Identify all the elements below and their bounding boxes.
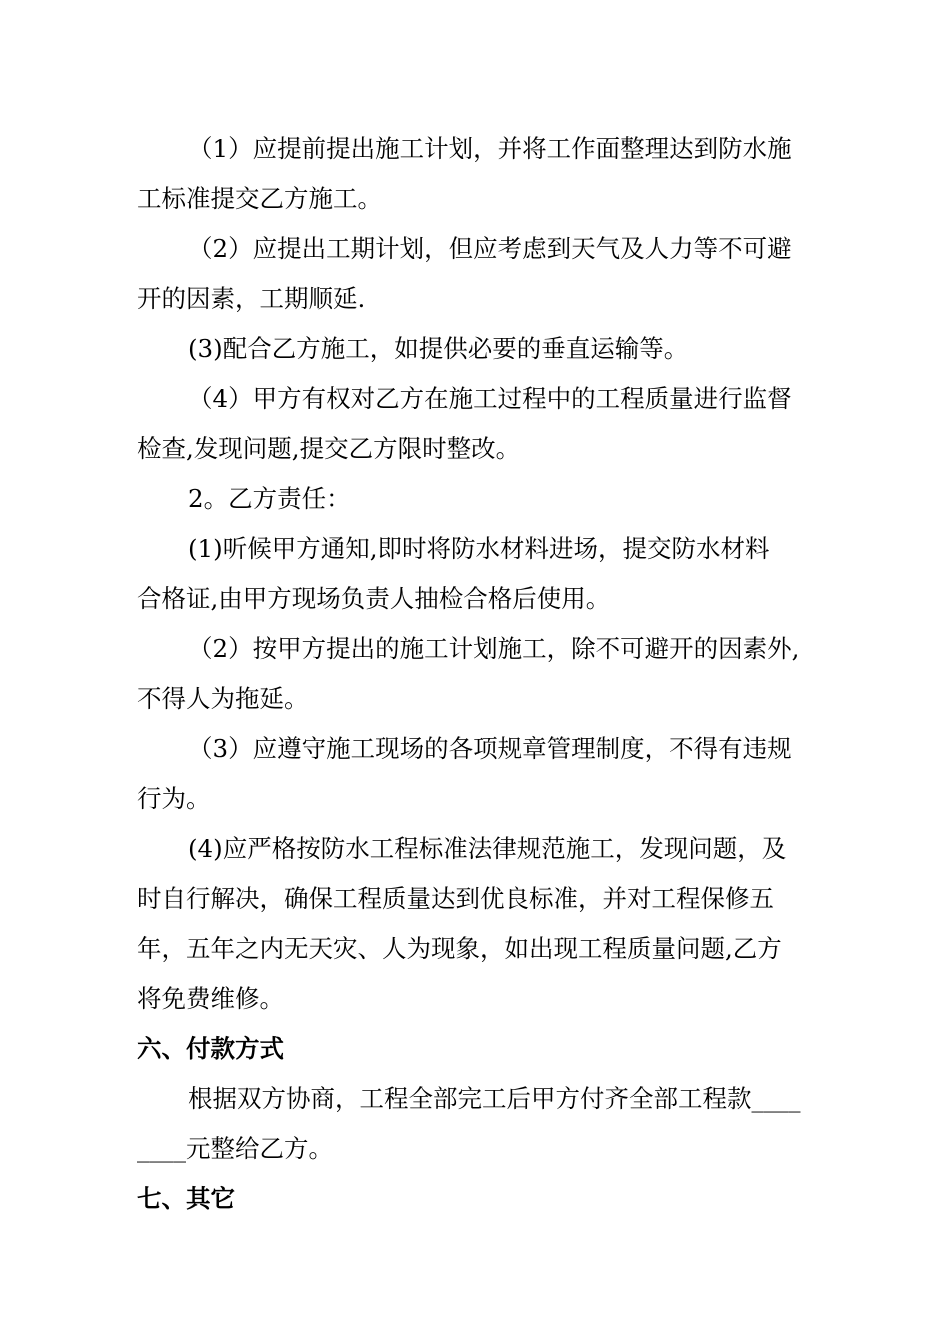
paragraph-line: 开的因素，工期顺延. bbox=[137, 284, 366, 313]
paragraph-line: 检查,发现问题,提交乙方限时整改。 bbox=[137, 434, 521, 463]
paragraph-line: （1）应提前提出施工计划，并将工作面整理达到防水施 bbox=[188, 134, 792, 163]
paragraph-line: （3）应遵守施工现场的各项规章管理制度，不得有违规 bbox=[188, 734, 792, 763]
paragraph-line: 工标准提交乙方施工。 bbox=[137, 184, 382, 213]
paragraph-line: (3)配合乙方施工，如提供必要的垂直运输等。 bbox=[188, 334, 689, 363]
paragraph-line: （2）按甲方提出的施工计划施工，除不可避开的因素外, bbox=[188, 634, 800, 663]
paragraph-line: 合格证,由甲方现场负责人抽检合格后使用。 bbox=[137, 584, 611, 613]
paragraph-line: 根据双方协商，工程全部完工后甲方付齐全部工程款____ bbox=[188, 1084, 801, 1113]
paragraph-line: （2）应提出工期计划，但应考虑到天气及人力等不可避 bbox=[188, 234, 792, 263]
paragraph-line: ____元整给乙方。 bbox=[137, 1134, 333, 1163]
paragraph-line: (4)应严格按防水工程标准法律规范施工，发现问题，及 bbox=[188, 834, 787, 863]
section-heading: 七、其它 bbox=[137, 1184, 235, 1213]
paragraph-line: 将免费维修。 bbox=[137, 984, 284, 1013]
paragraph-line: 行为。 bbox=[137, 784, 211, 813]
section-heading: 六、付款方式 bbox=[137, 1034, 284, 1063]
paragraph-line: 时自行解决，确保工程质量达到优良标准，并对工程保修五 bbox=[137, 884, 774, 913]
paragraph-line: 不得人为拖延。 bbox=[137, 684, 309, 713]
paragraph-line: 2。乙方责任： bbox=[188, 484, 351, 513]
paragraph-line: (1)听候甲方通知,即时将防水材料进场，提交防水材料 bbox=[188, 534, 770, 563]
paragraph-line: 年，五年之内无天灾、人为现象，如出现工程质量问题,乙方 bbox=[137, 934, 782, 963]
paragraph-line: （4）甲方有权对乙方在施工过程中的工程质量进行监督 bbox=[188, 384, 792, 413]
